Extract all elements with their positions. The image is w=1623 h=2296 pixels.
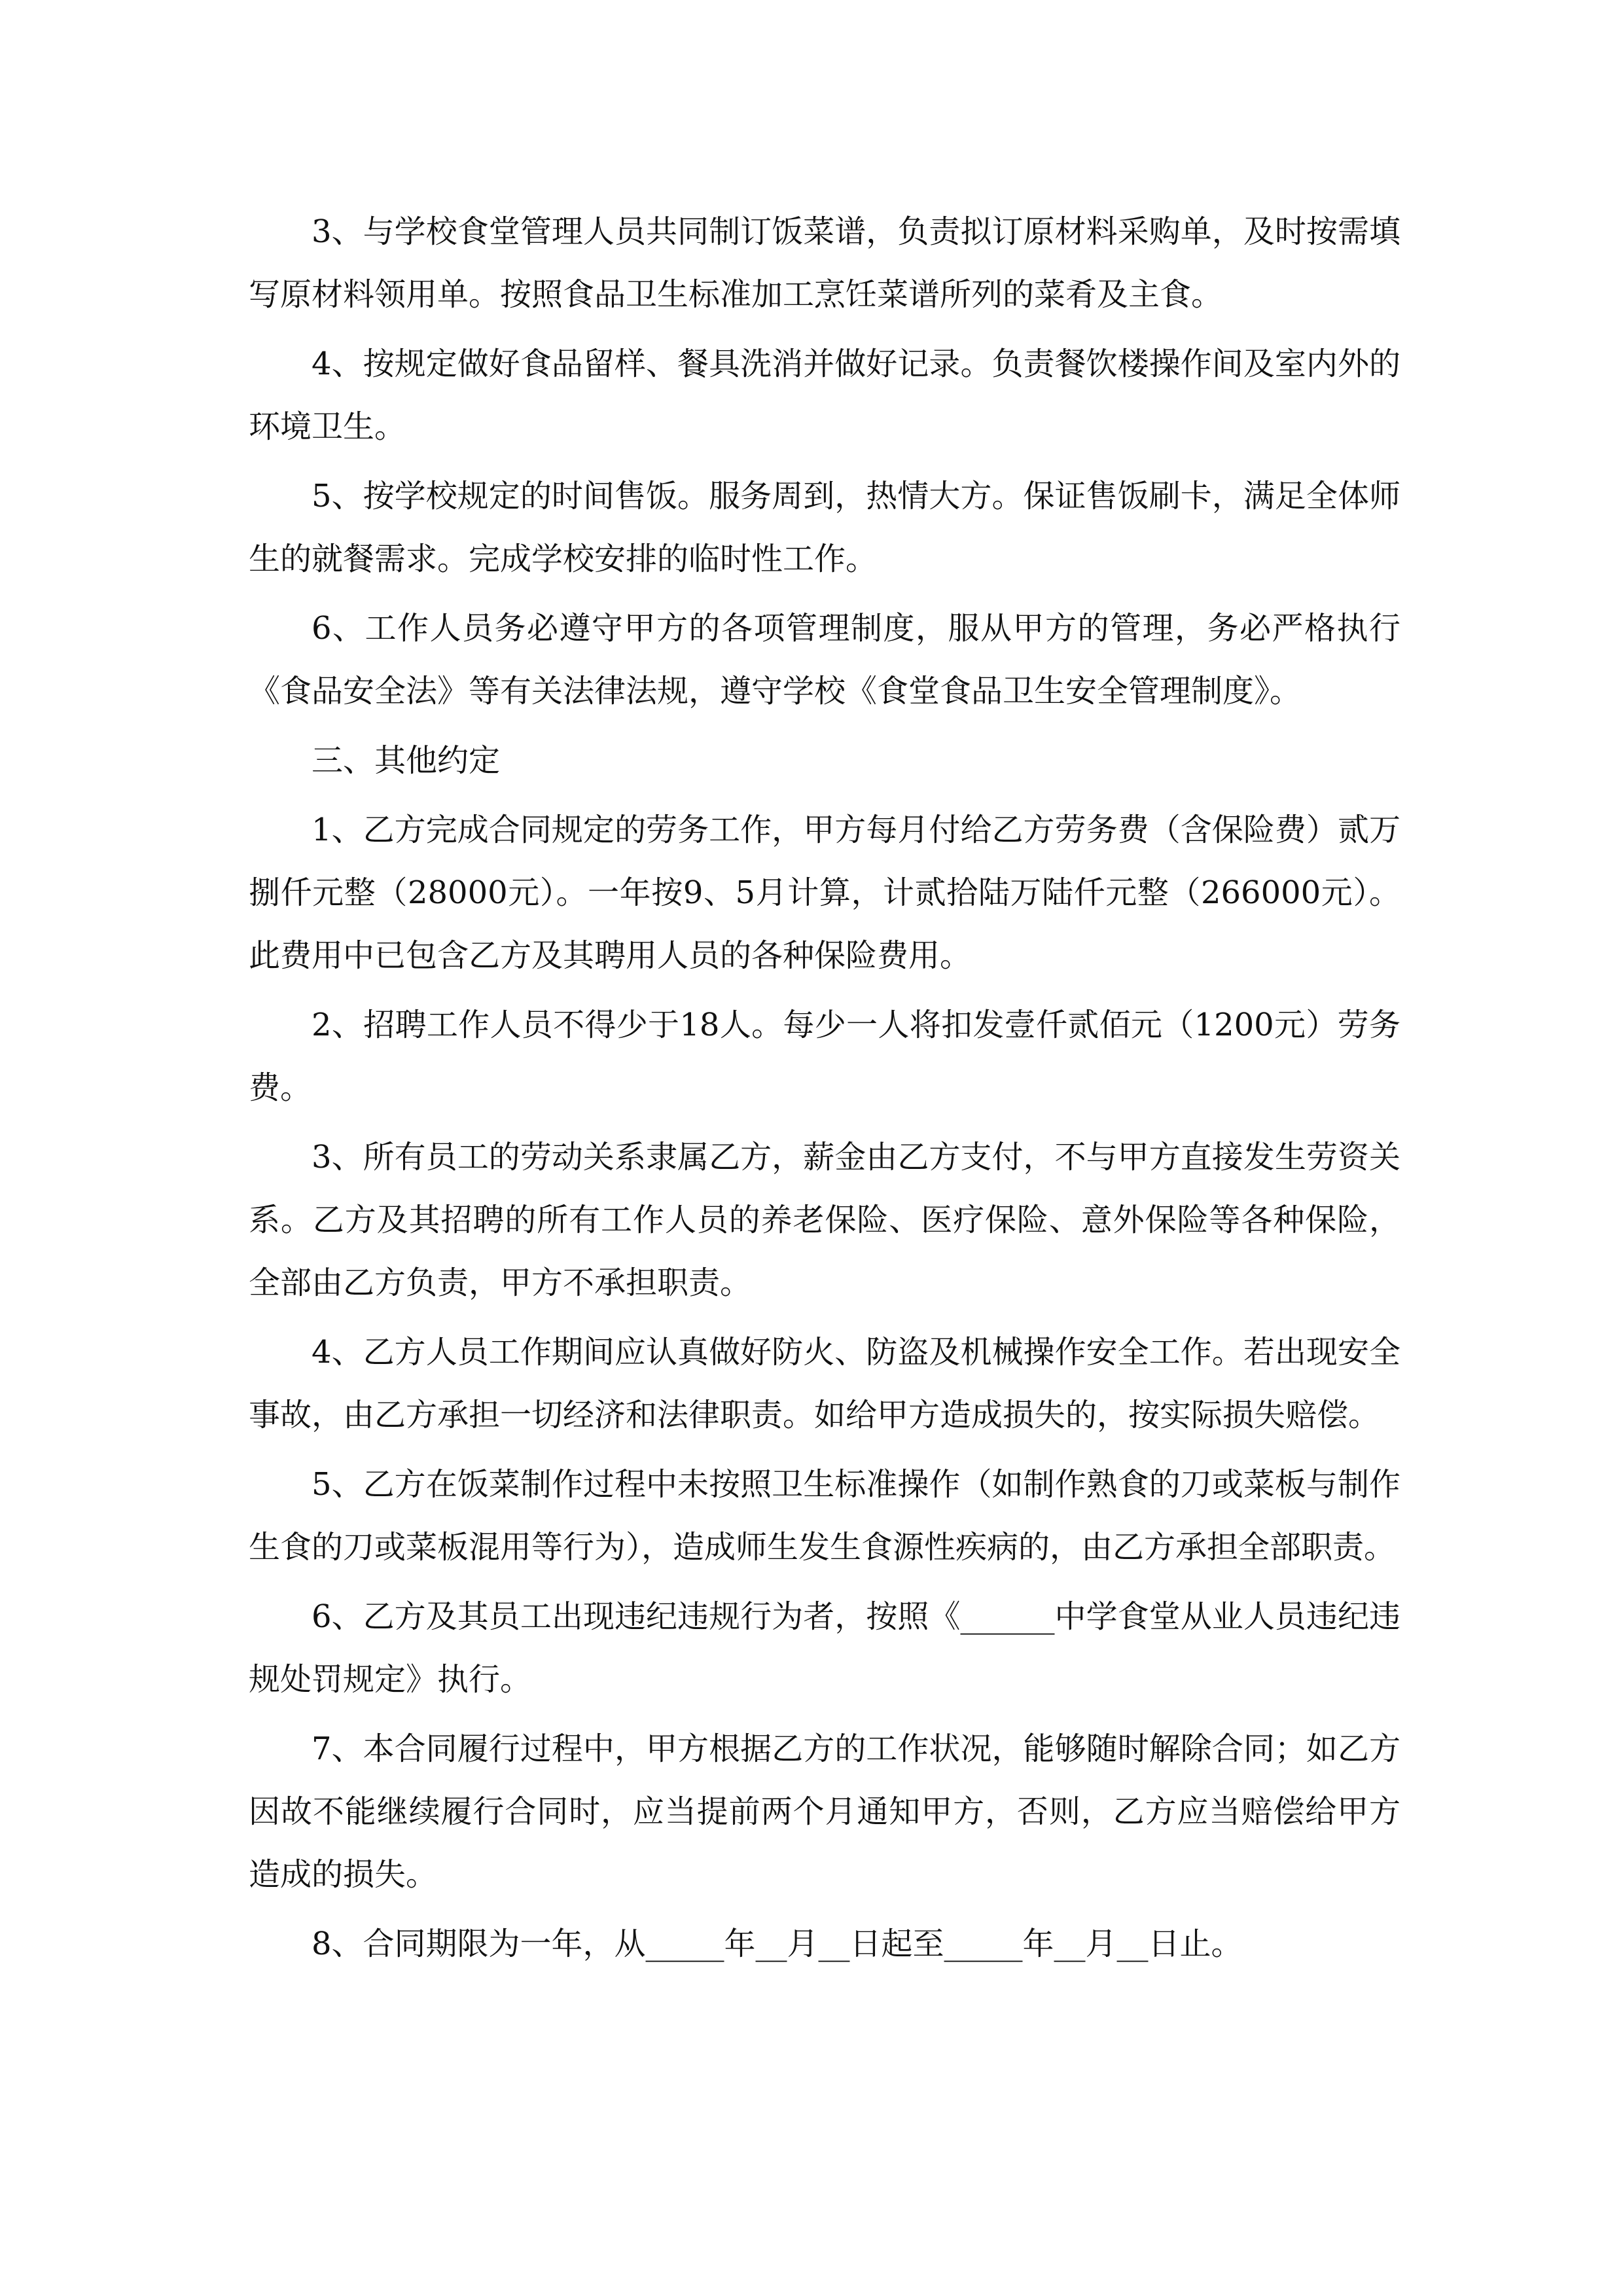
term-5-food-safety: 5、乙方在饭菜制作过程中未按照卫生标准操作（如制作熟食的刀或菜板与制作生食的刀或菜板混用等行为），造成师生发生食源性疾病的，由乙方承担全部职责。 — [249, 1466, 1400, 1566]
clause-5-meal-service: 5、按学校规定的时间售饭。服务周到，热情大方。保证售饭刷卡，满足全体师生的就餐需求。完成学校安排的临时性工作。 — [249, 478, 1400, 577]
term-1-fees: 1、乙方完成合同规定的劳务工作，甲方每月付给乙方劳务费（含保险费）贰万捌仟元整（28000元）。一年按9、5月计算，计贰拾陆万陆仟元整（266000元）。此费用中已包含乙方及其聘用人员的各种保险费用。 — [249, 812, 1400, 974]
clause-6-regulations: 6、工作人员务必遵守甲方的各项管理制度，服从甲方的管理，务必严格执行《食品安全法》等有关法律法规，遵守学校《食堂食品卫生安全管理制度》。 — [249, 610, 1400, 709]
term-2-staffing: 2、招聘工作人员不得少于18人。每少一人将扣发壹仟贰佰元（1200元）劳务费。 — [249, 1007, 1400, 1106]
clause-3-menu: 3、与学校食堂管理人员共同制订饭菜谱，负责拟订原材料采购单，及时按需填写原材料领用单。按照食品卫生标准加工烹饪菜谱所列的菜肴及主食。 — [249, 213, 1400, 313]
term-7-termination: 7、本合同履行过程中，甲方根据乙方的工作状况，能够随时解除合同；如乙方因故不能继续履行合同时，应当提前两个月通知甲方，否则，乙方应当赔偿给甲方造成的损失。 — [249, 1731, 1400, 1893]
term-8-duration: 8、合同期限为一年，从_____年__月__日起至_____年__月__日止。 — [312, 1926, 1243, 1962]
clause-4-hygiene: 4、按规定做好食品留样、餐具洗消并做好记录。负责餐饮楼操作间及室内外的环境卫生。 — [249, 346, 1400, 445]
term-4-safety: 4、乙方人员工作期间应认真做好防火、防盗及机械操作安全工作。若出现安全事故，由乙方承担一切经济和法律职责。如给甲方造成损失的，按实际损失赔偿。 — [249, 1334, 1400, 1433]
contract-body — [249, 200, 1400, 1982]
term-3-labor-relations: 3、所有员工的劳动关系隶属乙方，薪金由乙方支付，不与甲方直接发生劳资关系。乙方及其招聘的所有工作人员的养老保险、医疗保险、意外保险等各种保险，全部由乙方负责，甲方不承担职责。 — [249, 1139, 1400, 1301]
term-6-discipline: 6、乙方及其员工出现违纪违规行为者，按照《______中学食堂从业人员违纪违规处罚规定》执行。 — [249, 1598, 1400, 1698]
section-heading-other-terms: 三、其他约定 — [312, 742, 501, 779]
